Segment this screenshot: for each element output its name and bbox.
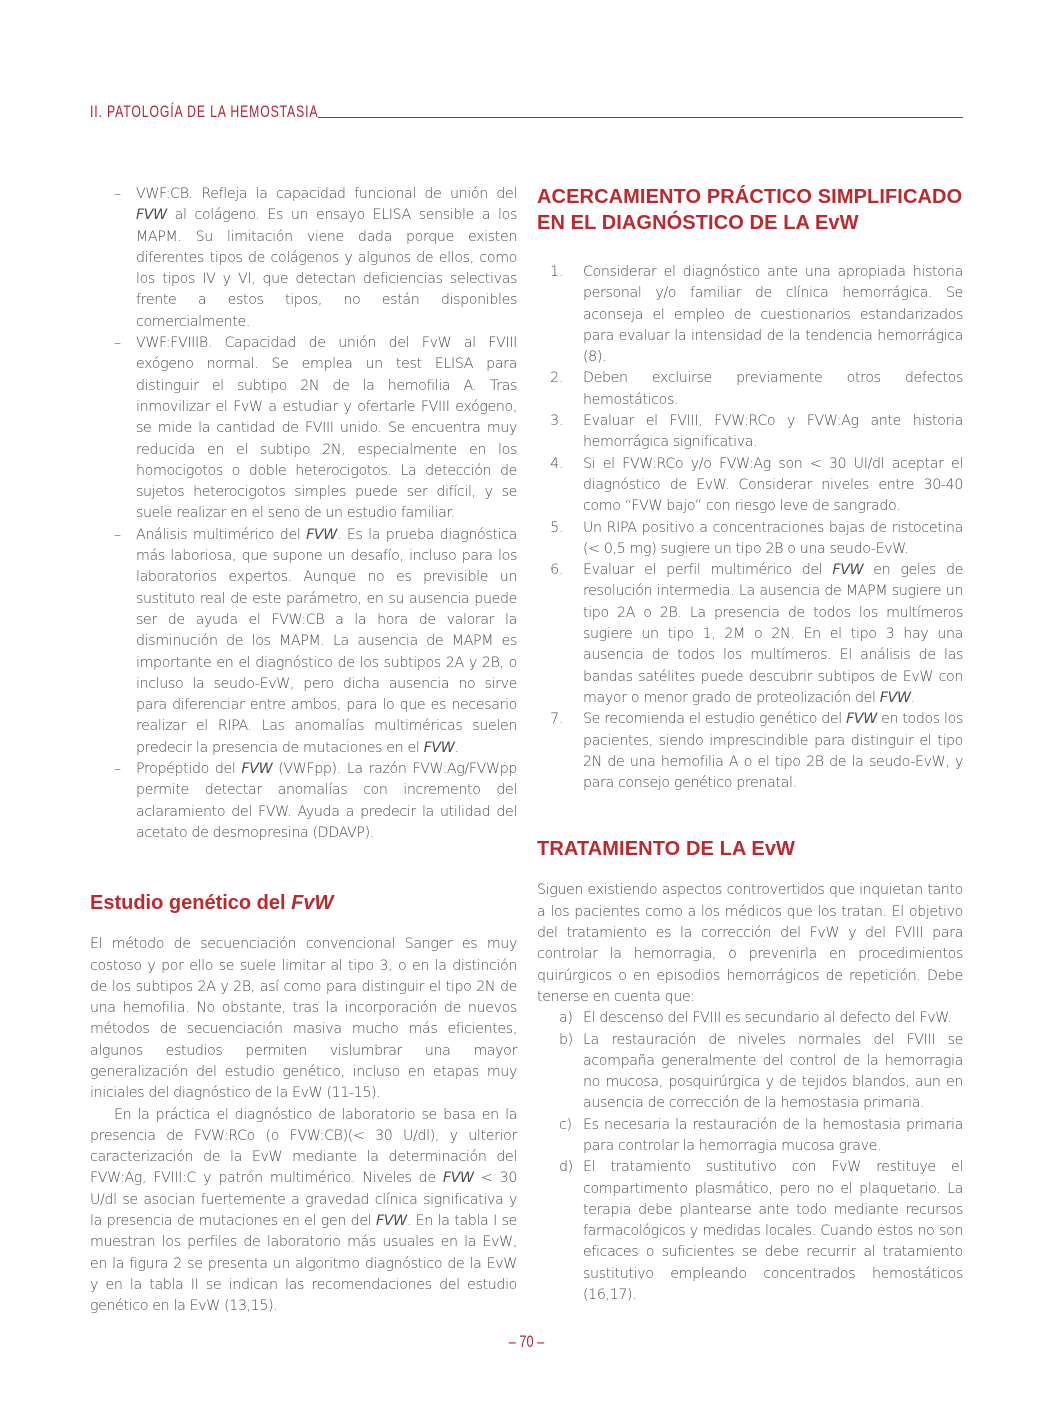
text-run: Es necesaria la restauración de la hemostasia primaria para controlar la hemorragia mucosa grave. bbox=[583, 1116, 963, 1154]
heading-italic-text: FvW bbox=[291, 892, 334, 915]
text-run: (VWFpp). La razón FVW:Ag/FVWpp permite detectar anomalías con incremento del aclaramiento del FVW. Ayuda a predecir la utilidad del acetato de desmopresina (DDAVP). bbox=[136, 761, 517, 841]
text-run: Se recomienda el estudio genético del bbox=[583, 711, 847, 728]
treatment-considerations-list bbox=[537, 1008, 963, 1306]
header-rule bbox=[318, 117, 963, 118]
treatment-item bbox=[537, 1030, 963, 1115]
text-run: . bbox=[454, 739, 459, 756]
italic-term: FVW bbox=[241, 761, 273, 778]
text-run: < 30 U/dl se asocian fuertemente a gravedad clínica significativa y la presencia de mutaciones en el gen del bbox=[90, 1170, 517, 1230]
text-run: El tratamiento sustitutivo con FvW restituye el compartimento plasmático, pero no el plaquetario. La terapia debe plantearse ante todo mediante recursos farmacológicos y medidas locales. Cuando estos no son eficaces o suficientes se debe recurrir al tratamiento sustitutivo empleando concentrados hemostáticos (16,17). bbox=[583, 1159, 963, 1304]
text-run: VWF:CB. Refleja la capacidad funcional de unión del bbox=[136, 186, 517, 202]
page-number: – 70 – bbox=[508, 1332, 545, 1351]
diagnosis-step-item bbox=[537, 262, 963, 368]
list-marker: c) bbox=[559, 1116, 572, 1133]
text-run: Si el FVW:RCo y/o FVW:Ag son < 30 UI/dl aceptar el diagnóstico de EvW. Considerar niveles entre 30-40 como “FVW bajo” con riesgo leve de sangrado. bbox=[583, 455, 963, 515]
italic-term: FVW bbox=[136, 207, 167, 224]
italic-term: FVW bbox=[423, 739, 455, 756]
list-marker: 4. bbox=[550, 455, 563, 472]
text-run: Propéptido del bbox=[136, 761, 242, 778]
italic-term: FVW bbox=[306, 526, 337, 543]
section-heading-estudio-genetico bbox=[90, 890, 517, 916]
list-marker: – bbox=[114, 186, 121, 202]
text-run: Análisis multimérico del bbox=[136, 526, 307, 543]
text-run: . En la tabla I se muestran los perfiles de laboratorio más usuales en la EvW, en la figura 2 se presenta un algoritmo diagnóstico de la EvW y en la tabla II se indican las recomendaciones del estudio genético en la EvW (13,15). bbox=[90, 1213, 517, 1315]
text-run: Evaluar el FVIII, FVW:RCo y FVW:Ag ante historia hemorrágica significativa. bbox=[583, 413, 963, 451]
list-marker: 3. bbox=[550, 413, 563, 430]
diagnosis-steps-list bbox=[537, 262, 963, 794]
assay-list-item bbox=[90, 333, 517, 525]
treatment-item bbox=[537, 1157, 963, 1306]
assay-list-item bbox=[90, 525, 517, 759]
italic-term: FVW bbox=[375, 1213, 407, 1230]
treatment-item bbox=[537, 1115, 963, 1158]
list-marker: 5. bbox=[550, 519, 563, 536]
list-marker: – bbox=[114, 335, 121, 352]
list-marker: 6. bbox=[550, 562, 563, 579]
diagnosis-step-item bbox=[537, 709, 963, 794]
text-run: Deben excluirse previamente otros defectos hemostáticos. bbox=[583, 370, 963, 408]
text-run: al colágeno. Es un ensayo ELISA sensible a los MAPM. Su limitación viene dada porque existen diferentes tipos de colágenos y algunos de ellos, como los tipos IV y VI, que detectan deficiencias selectivas frente a estos tipos, no están disponibles comercialmente. bbox=[136, 207, 517, 330]
diagnosis-step-item bbox=[537, 411, 963, 454]
list-marker: 1. bbox=[550, 264, 563, 280]
text-run: VWF:FVIIIB. Capacidad de unión del FvW al FVIII exógeno normal. Se emplea un test ELISA para distinguir el subtipo 2N de la hemofilia A. Tras inmovilizar el FvW a estudiar y ofertarle FVIII exógeno, se mide la cantidad de FVIII unido. Se encuentra muy reducida en el subtipo 2N, especialmente en los homocigotos o doble heterocigotos. La detección de sujetos heterocigotos simples puede ser difícil, y se suele realizar en el seno de un estudio familiar. bbox=[136, 335, 517, 522]
tratamiento-intro: Siguen existiendo aspectos controvertidos que inquietan tanto a los pacientes como a los médicos que los tratan. El objetivo del tratamiento es la corrección del FvW y del FVIII para controlar la hemorragia, o prevenirla en procedimientos quirúrgicos o en episodios hemorrágicos de repetición. Debe tenerse en cuenta que: bbox=[537, 882, 963, 1005]
list-marker: 2. bbox=[550, 370, 563, 387]
text-run: en geles de resolución intermedia. La ausencia de MAPM sugiere un tipo 2A o 2B. La presencia de todos los multímeros sugiere un tipo 1, 2M o 2N. En el tipo 3 hay una ausencia de todos los multímeros. El análisis de las bandas satélites puede descubrir subtipos de EvW con mayor o menor grado de proteolización del bbox=[583, 562, 963, 706]
diagnosis-step-item bbox=[537, 454, 963, 518]
list-marker: d) bbox=[559, 1159, 573, 1176]
running-title: II. PATOLOGÍA DE LA HEMOSTASIA bbox=[90, 102, 319, 121]
heading-text: Estudio genético del bbox=[90, 892, 292, 915]
text-run: . Es la prueba diagnóstica más laboriosa, que supone un desafío, incluso para los laboratorios expertos. Aunque no es previsible un sustituto real de este parámetro, en su ausencia puede ser de ayuda el FVW:CB a la hora de valorar la disminución de los MAPM. La ausencia de MAPM es importante en el diagnóstico de los subtipos 2A y 2B, o incluso la seudo-EvW, pero dicha ausencia no sirve para diferenciar entre ambos, para lo que es necesario realizar el RIPA. Las anomalías multiméricas suelen predecir la presencia de mutaciones en el bbox=[136, 526, 517, 756]
assay-list-item bbox=[90, 184, 517, 333]
text-run: . bbox=[910, 689, 915, 706]
assay-list bbox=[90, 184, 517, 844]
body-paragraph bbox=[90, 934, 517, 1104]
text-run: El descenso del FVIII es secundario al defecto del FvW. bbox=[583, 1010, 952, 1027]
list-marker: – bbox=[114, 761, 121, 778]
italic-term: FVW bbox=[832, 562, 864, 579]
heading-line-2: EN EL DIAGNÓSTICO DE LA EvW bbox=[537, 212, 859, 234]
treatment-item bbox=[537, 1008, 963, 1029]
estudio-genetico-body bbox=[90, 934, 517, 1317]
italic-term: FVW bbox=[846, 711, 877, 728]
text-run: Considerar el diagnóstico ante una apropiada historia personal y/o familiar de clínica hemorrágica. Se aconseja el empleo de cuestionarios estandarizados para evaluar la intensidad de la tendencia hemorrágica (8). bbox=[583, 264, 963, 366]
italic-term: FVW bbox=[879, 689, 911, 706]
section-heading-tratamiento: TRATAMIENTO DE LA EvW bbox=[537, 838, 796, 861]
running-header bbox=[90, 98, 963, 122]
heading-line-1: ACERCAMIENTO PRÁCTICO SIMPLIFICADO bbox=[537, 186, 963, 208]
section-heading-acercamiento bbox=[537, 184, 963, 236]
diagnosis-step-item bbox=[537, 560, 963, 709]
text-run: La restauración de niveles normales del FVIII se acompaña generalmente del control de la hemorragia no mucosa, posquirúrgica y de tejidos blandos, aun en ausencia de corrección de la hemostasia primaria. bbox=[583, 1031, 963, 1112]
text-run: En la práctica el diagnóstico de laboratorio se basa en la presencia de FVW:RCo (o FVW:CB)(< 30 U/dl), y ulterior caracterización de la EvW mediante la determinación del FVW:Ag, FVIII:C y patrón multimérico. Niveles de bbox=[90, 1106, 517, 1187]
list-marker: b) bbox=[559, 1031, 573, 1048]
italic-term: FVW bbox=[442, 1170, 474, 1187]
left-column bbox=[90, 184, 517, 1318]
text-run: Evaluar el perfil multimérico del bbox=[583, 562, 833, 579]
diagnosis-step-item bbox=[537, 368, 963, 411]
body-paragraph bbox=[90, 1105, 517, 1318]
text-run: El método de secuenciación convencional Sanger es muy costoso y por ello se suele limitar al tipo 3, o en la distinción de los subtipos 2A y 2B, así como para distinguir el tipo 2N de una hemofilia. No obstante, tras la incorporación de nuevos métodos de secuenciación masiva mucho más eficientes, algunos estudios permiten vislumbrar una mayor generalización del estudio genético, incluso en etapas muy iniciales del diagnóstico de la EvW (11-15). bbox=[90, 936, 517, 1102]
text-run: en todos los pacientes, siendo imprescindible para distinguir el tipo 2N de una hemofilia A o el tipo 2B de la seudo-EvW, y para consejo genético prenatal. bbox=[583, 711, 963, 792]
right-column bbox=[537, 184, 963, 1306]
list-marker: a) bbox=[559, 1010, 573, 1027]
assay-list-item bbox=[90, 759, 517, 844]
list-marker: – bbox=[114, 526, 121, 543]
text-run: Un RIPA positivo a concentraciones bajas de ristocetina (< 0,5 mg) sugiere un tipo 2B o una seudo-EvW. bbox=[583, 519, 963, 557]
list-marker: 7. bbox=[550, 711, 563, 728]
diagnosis-step-item bbox=[537, 518, 963, 561]
